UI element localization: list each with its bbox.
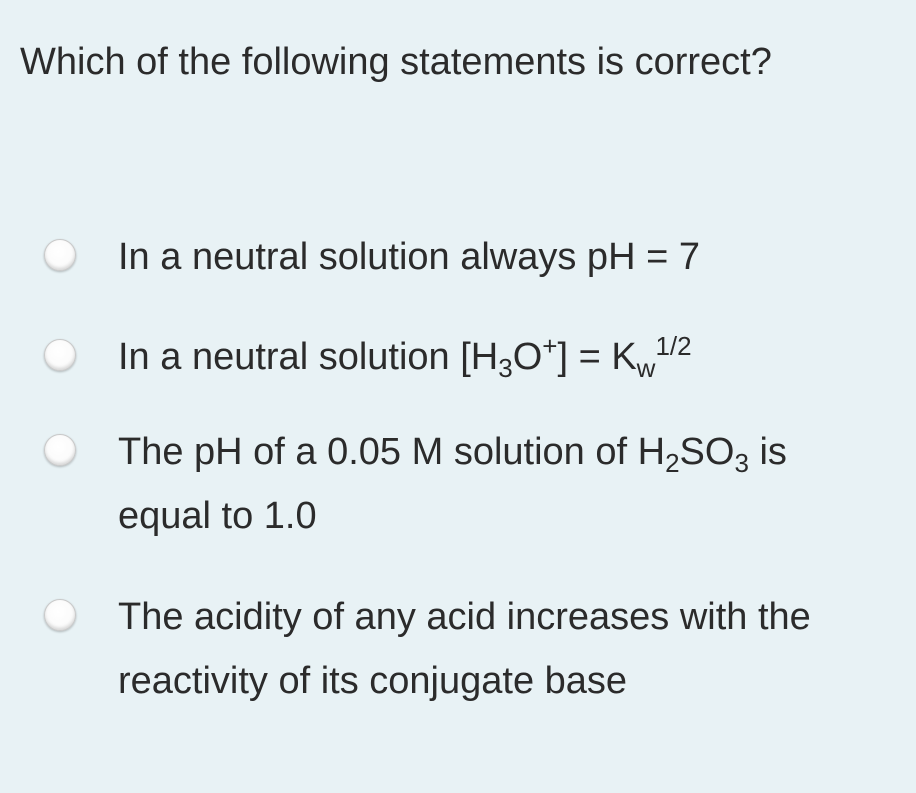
option-3-text-b: SO bbox=[679, 431, 735, 473]
radio-button-4[interactable] bbox=[44, 599, 76, 631]
option-4[interactable] bbox=[44, 585, 884, 713]
option-3-sub-a: 2 bbox=[665, 448, 680, 478]
option-3-label bbox=[118, 420, 884, 548]
question-text: Which of the following statements is correct? bbox=[20, 41, 772, 83]
option-1-text: In a neutral solution always pH = 7 bbox=[118, 236, 700, 278]
option-2-text-b: O bbox=[512, 336, 543, 378]
option-3-text-c: is equal to 1.0 bbox=[118, 431, 787, 537]
option-4-label bbox=[118, 585, 884, 713]
option-3-sub-b: 3 bbox=[734, 448, 749, 478]
option-2-text-a: In a neutral solution [H bbox=[118, 336, 499, 378]
option-1-label bbox=[118, 225, 700, 289]
option-2-sup-a: + bbox=[542, 331, 558, 361]
option-3-text-a: The pH of a 0.05 M solution of H bbox=[118, 431, 666, 473]
radio-button-1[interactable] bbox=[44, 239, 76, 271]
radio-button-2[interactable] bbox=[44, 339, 76, 371]
radio-button-3[interactable] bbox=[44, 434, 76, 466]
option-2-sup-b: 1/2 bbox=[655, 331, 692, 361]
option-2-label bbox=[118, 325, 692, 389]
option-2-sub-b: w bbox=[636, 353, 656, 383]
option-2[interactable] bbox=[44, 325, 884, 389]
option-2-sub-a: 3 bbox=[498, 353, 513, 383]
option-4-text: The acidity of any acid increases with the reactivity of its conjugate base bbox=[118, 596, 811, 702]
option-2-text-c: ] = K bbox=[557, 336, 637, 378]
option-1[interactable] bbox=[44, 225, 884, 289]
option-3[interactable] bbox=[44, 420, 884, 548]
